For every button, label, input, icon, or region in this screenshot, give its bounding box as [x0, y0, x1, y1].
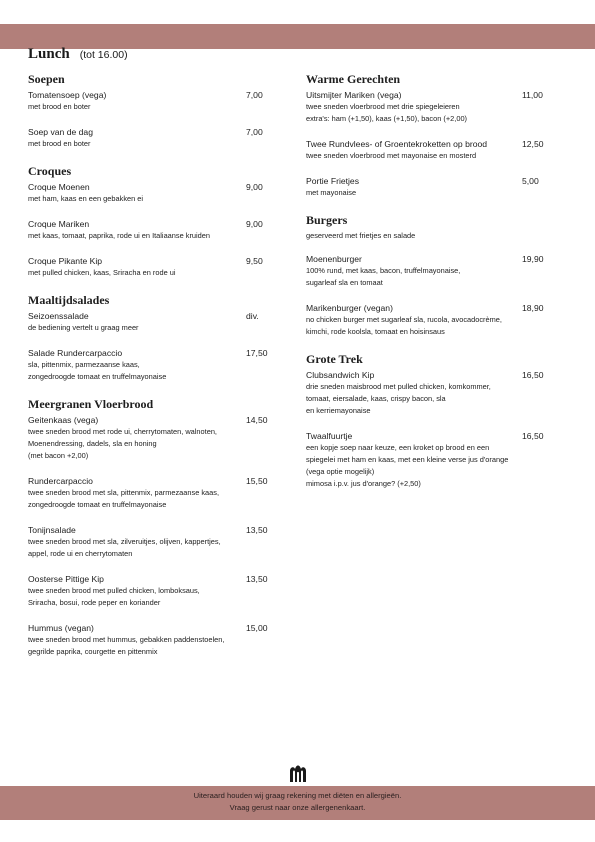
- menu-item-description: met kaas, tomaat, paprika, rode ui en Italiaanse kruiden: [28, 231, 210, 240]
- menu-item-header: [28, 475, 268, 487]
- menu-item-description: spiegelei met ham en kaas, met een kleine verse jus d'orange: [306, 455, 509, 464]
- menu-item: [28, 310, 268, 334]
- menu-item: [28, 524, 268, 560]
- menu-item-name: Portie Frietjes: [306, 176, 360, 186]
- menu-item-name: Geitenkaas (vega): [28, 415, 99, 425]
- menu-item-description: (vega optie mogelijk): [306, 467, 375, 476]
- section-heading: Soepen: [28, 72, 65, 86]
- title-subtitle: (tot 16.00): [79, 49, 128, 61]
- menu-item: [306, 430, 546, 490]
- menu-item: [28, 181, 268, 205]
- menu-item-name: Tonijnsalade: [28, 525, 76, 535]
- menu-item-name: Moenenburger: [306, 254, 362, 264]
- menu-item-header: [28, 89, 268, 101]
- menu-item-name: Seizoenssalade: [28, 311, 89, 321]
- menu-item-description: twee sneden brood met sla, pittenmix, parmezaanse kaas,: [28, 488, 220, 497]
- menu-item-header: [28, 414, 268, 426]
- menu-item-name: Croque Mariken: [28, 219, 90, 229]
- section-heading: Grote Trek: [306, 352, 363, 366]
- title-text: Lunch: [28, 46, 70, 62]
- menu-item-header: [28, 310, 268, 322]
- menu-item: [28, 475, 268, 511]
- menu-item: [28, 89, 268, 113]
- menu-item-description: twee sneden brood met rode ui, cherrytomaten, walnoten,: [28, 427, 217, 436]
- section-heading: Maaltijdsalades: [28, 293, 110, 307]
- menu-item: [28, 622, 268, 658]
- section-heading: Croques: [28, 164, 72, 178]
- section-heading: Burgers: [306, 213, 348, 227]
- menu-item-description: tomaat, eiersalade, kaas, crispy bacon, sla: [306, 394, 446, 403]
- menu-item-name: Oosterse Pittige Kip: [28, 574, 104, 584]
- menu-section: [28, 293, 268, 383]
- menu-item: [28, 255, 268, 279]
- menu-item-name: Croque Pikante Kip: [28, 256, 103, 266]
- menu-item-description: 100% rund, met kaas, bacon, truffelmayonaise,: [306, 266, 461, 275]
- menu-item-header: [28, 218, 268, 230]
- menu-item-name: Salade Rundercarpaccio: [28, 348, 123, 358]
- menu-item-header: [28, 524, 268, 536]
- menu-item-name: Hummus (vegan): [28, 623, 94, 633]
- menu-item-name: Rundercarpaccio: [28, 476, 93, 486]
- menu-item-description: twee sneden brood met pulled chicken, lomboksaus,: [28, 586, 200, 595]
- menu-item-description: met pulled chicken, kaas, Sriracha en rode ui: [28, 268, 176, 277]
- menu-item-description: zongedroogde tomaat en truffelmayonaise: [28, 500, 167, 509]
- menu-item-description: Sriracha, bosui, rode peper en koriander: [28, 598, 161, 607]
- menu-item-name: Marikenburger (vegan): [306, 303, 393, 313]
- menu-item-description: met brood en boter: [28, 139, 91, 148]
- menu-item-price: 16,50: [522, 431, 544, 441]
- menu-item-price: 12,50: [522, 139, 544, 149]
- menu-item-description: en kerriemayonaise: [306, 406, 371, 415]
- menu-item-price: 16,50: [522, 370, 544, 380]
- menu-section: [306, 213, 546, 338]
- menu-item: [28, 126, 268, 150]
- menu-item: [28, 218, 268, 242]
- menu-item-description: extra's: ham (+1,50), kaas (+1,50), bacon (+2,00): [306, 114, 468, 123]
- menu-item-description: kimchi, rode koolsla, tomaat en hoisinsaus: [306, 327, 445, 336]
- menu-item-header: [306, 430, 546, 442]
- menu-item-header: [306, 89, 546, 101]
- menu-item: [306, 175, 546, 199]
- menu-item-name: Soep van de dag: [28, 127, 93, 137]
- menu-item-price: 14,50: [246, 415, 268, 425]
- menu-item-name: Twee Rundvlees- of Groentekroketten op brood: [306, 139, 488, 149]
- menu-item: [306, 369, 546, 417]
- restaurant-monogram-icon: [288, 764, 308, 784]
- menu-column-left: [28, 72, 268, 672]
- menu-item-header: [306, 302, 546, 314]
- page-title: [28, 29, 128, 66]
- menu-section: [28, 164, 268, 279]
- menu-item-price: 15,00: [246, 623, 268, 633]
- menu-item-description: twee sneden brood met sla, zilveruitjes, olijven, kappertjes,: [28, 537, 221, 546]
- menu-item-header: [306, 253, 546, 265]
- menu-item-description: mimosa i.p.v. jus d'orange? (+2,50): [306, 479, 421, 488]
- menu-item-price: 7,00: [246, 127, 263, 137]
- menu-item-header: [28, 181, 268, 193]
- section-heading: Warme Gerechten: [306, 72, 401, 86]
- menu-item-name: Clubsandwich Kip: [306, 370, 375, 380]
- menu-item-header: [28, 255, 268, 267]
- menu-item-price: 9,00: [246, 182, 263, 192]
- menu-item: [306, 138, 546, 162]
- menu-item-header: [28, 347, 268, 359]
- menu-item-price: 5,00: [522, 176, 539, 186]
- menu-item-header: [306, 369, 546, 381]
- footer-band: [0, 786, 595, 820]
- menu-item-price: 17,50: [246, 348, 268, 358]
- menu-item: [306, 302, 546, 338]
- menu-section: [28, 72, 268, 150]
- menu-item-description: no chicken burger met sugarleaf sla, rucola, avocadocrème,: [306, 315, 502, 324]
- menu-item-name: Tomatensoep (vega): [28, 90, 107, 100]
- menu-item-price: 18,90: [522, 303, 544, 313]
- menu-item-description: met brood en boter: [28, 102, 91, 111]
- menu-item-name: Uitsmijter Mariken (vega): [306, 90, 402, 100]
- menu-item-description: zongedroogde tomaat en truffelmayonaise: [28, 372, 167, 381]
- menu-item: [28, 573, 268, 609]
- menu-item-description: sugarleaf sla en tomaat: [306, 278, 383, 287]
- menu-item-description: (met bacon +2,00): [28, 451, 89, 460]
- menu-item-price: 15,50: [246, 476, 268, 486]
- menu-item-description: twee sneden vloerbrood met drie spiegeleieren: [306, 102, 460, 111]
- header-band: [0, 24, 595, 62]
- menu-item-description: met ham, kaas en een gebakken ei: [28, 194, 144, 203]
- menu-section: [306, 352, 546, 490]
- menu-section: [28, 397, 268, 658]
- menu-item-header: [306, 138, 546, 150]
- menu-item-price: 11,00: [522, 90, 543, 100]
- menu-item-description: een kopje soep naar keuze, een kroket op brood en een: [306, 443, 490, 452]
- section-heading: Meergranen Vloerbrood: [28, 397, 154, 411]
- menu-item-description: de bediening vertelt u graag meer: [28, 323, 139, 332]
- menu-item-price: 13,50: [246, 525, 268, 535]
- menu-item-price: 13,50: [246, 574, 268, 584]
- menu-item-header: [28, 126, 268, 138]
- menu-item-description: appel, rode ui en cherrytomaten: [28, 549, 133, 558]
- menu-item-name: Twaalfuurtje: [306, 431, 353, 441]
- section-note: geserveerd met frietjes en salade: [306, 231, 416, 240]
- menu-item-header: [306, 175, 546, 187]
- menu-item-description: twee sneden brood met hummus, gebakken paddenstoelen,: [28, 635, 225, 644]
- footer-diet-note: Uiteraard houden wij graag rekening met diëten en allergieën.: [193, 791, 402, 800]
- menu-item: [306, 89, 546, 125]
- menu-item-description: drie sneden maisbrood met pulled chicken, komkommer,: [306, 382, 491, 391]
- menu-item-description: twee sneden vloerbrood met mayonaise en mosterd: [306, 151, 477, 160]
- menu-item: [28, 414, 268, 462]
- menu-section: [306, 72, 546, 199]
- menu-item-price: div.: [246, 311, 259, 321]
- menu-item-description: Moenendressing, dadels, sla en honing: [28, 439, 157, 448]
- menu-item-header: [28, 573, 268, 585]
- menu-item-header: [28, 622, 268, 634]
- footer-allergen-note: Vraag gerust naar onze allergenenkaart.: [229, 803, 366, 812]
- menu-item-price: 19,90: [522, 254, 544, 264]
- menu-column-right: [306, 72, 546, 504]
- menu-item-description: sla, pittenmix, parmezaanse kaas,: [28, 360, 140, 369]
- menu-item-price: 9,00: [246, 219, 263, 229]
- menu-item-price: 7,00: [246, 90, 263, 100]
- menu-item: [28, 347, 268, 383]
- menu-item-description: gegrilde paprika, courgette en pittenmix: [28, 647, 158, 656]
- menu-item-name: Croque Moenen: [28, 182, 90, 192]
- menu-item-price: 9,50: [246, 256, 263, 266]
- menu-item-description: met mayonaise: [306, 188, 357, 197]
- menu-item: [306, 253, 546, 289]
